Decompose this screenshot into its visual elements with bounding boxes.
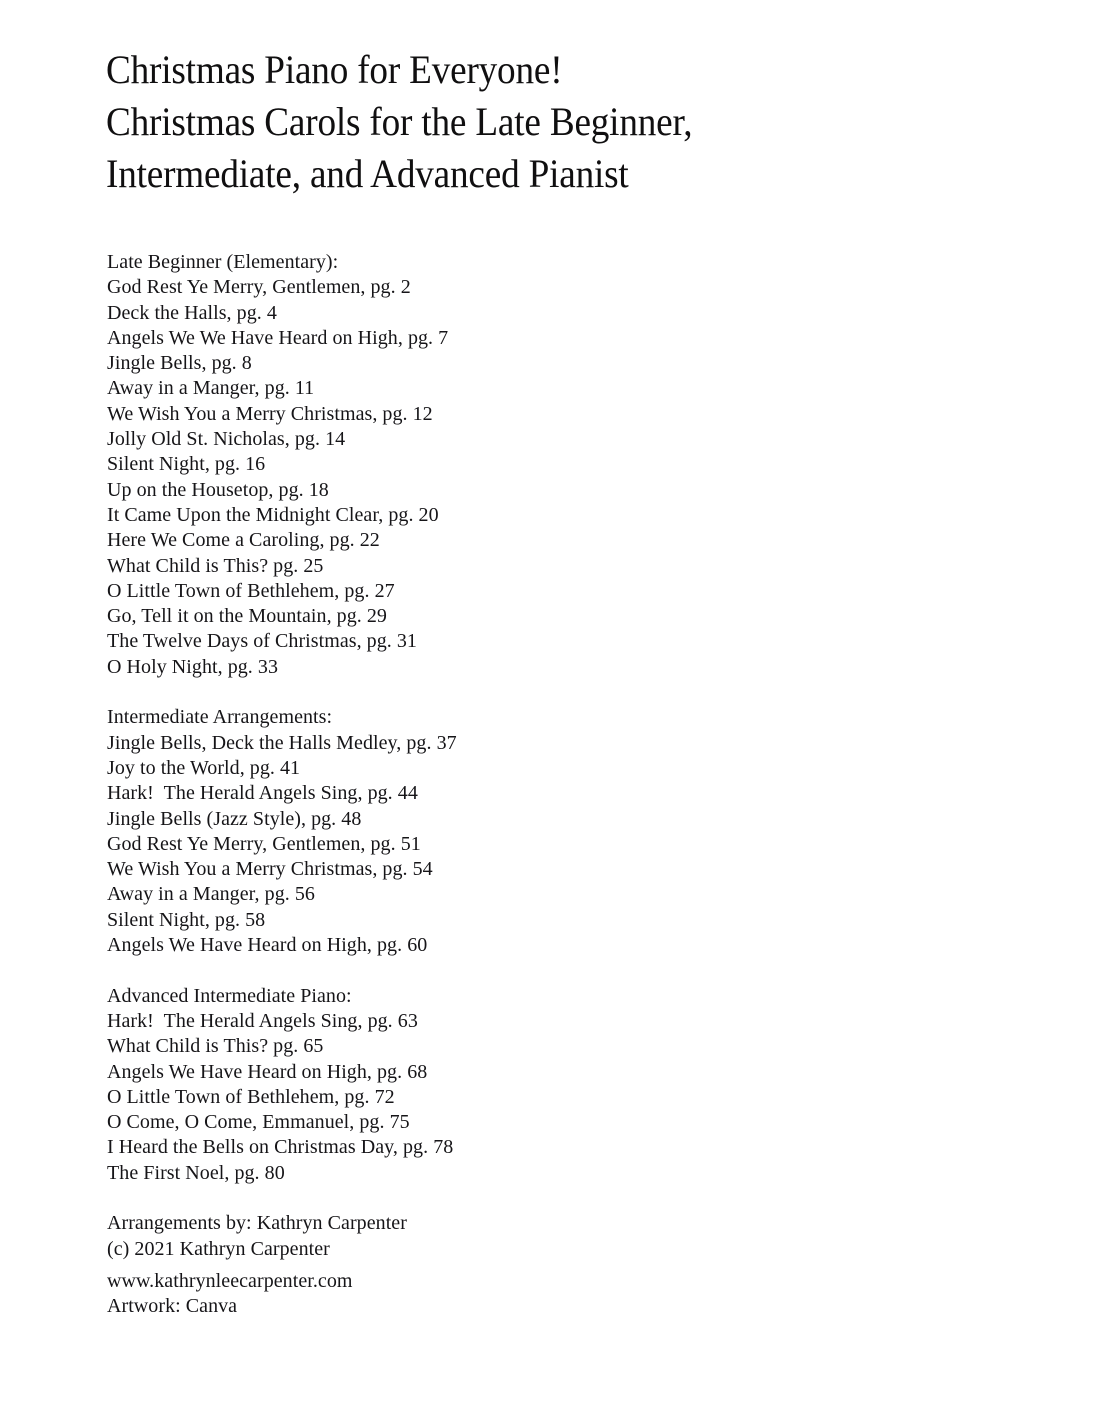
section-intermediate [107,705,987,958]
toc-entry: O Little Town of Bethlehem, pg. 72 [107,1085,395,1108]
toc-entry: It Came Upon the Midnight Clear, pg. 20 [107,503,439,526]
toc-entry: God Rest Ye Merry, Gentlemen, pg. 2 [107,276,411,299]
toc-entry: Away in a Manger, pg. 11 [107,377,315,400]
section-heading: Late Beginner (Elementary): [107,251,339,273]
toc-entry: The First Noel, pg. 80 [107,1161,285,1184]
toc-entry: Away in a Manger, pg. 56 [107,883,315,906]
section-advanced-intermediate [107,984,987,1186]
toc-entry: Here We Come a Caroling, pg. 22 [107,529,380,552]
toc-entry: Jingle Bells (Jazz Style), pg. 48 [107,807,362,830]
toc-entry: Up on the Housetop, pg. 18 [107,478,329,501]
toc-entry: God Rest Ye Merry, Gentlemen, pg. 51 [107,832,421,855]
toc-entry: Hark! The Herald Angels Sing, pg. 63 [107,1009,418,1032]
section-late-beginner [107,250,987,680]
toc-entry: Angels We We Have Heard on High, pg. 7 [107,326,449,349]
title-line-1: Christmas Piano for Everyone! [106,47,563,92]
toc-entry: I Heard the Bells on Christmas Day, pg. 78 [107,1136,454,1159]
toc-entry: Joy to the World, pg. 41 [107,756,301,779]
toc-entry: Jingle Bells, Deck the Halls Medley, pg. 37 [107,731,457,754]
toc-entry: Angels We Have Heard on High, pg. 68 [107,1060,428,1083]
document-title [106,44,966,200]
toc-entry: Deck the Halls, pg. 4 [107,301,277,324]
toc-entry: Jolly Old St. Nicholas, pg. 14 [107,428,346,451]
toc-entry: O Little Town of Bethlehem, pg. 27 [107,579,395,602]
credit-copyright: (c) 2021 Kathryn Carpenter [107,1237,330,1260]
toc-entry: Silent Night, pg. 16 [107,453,266,476]
toc-entry: Angels We Have Heard on High, pg. 60 [107,934,428,957]
section-heading: Intermediate Arrangements: [107,706,333,729]
toc-entry: We Wish You a Merry Christmas, pg. 12 [107,402,433,425]
toc-entry: What Child is This? pg. 25 [107,554,324,577]
toc-entry: Go, Tell it on the Mountain, pg. 29 [107,605,387,628]
toc-entry: Hark! The Herald Angels Sing, pg. 44 [107,782,418,805]
toc-entry: Silent Night, pg. 58 [107,908,266,931]
toc-entry: O Come, O Come, Emmanuel, pg. 75 [107,1111,410,1134]
credit-website: www.kathrynleecarpenter.com [107,1269,353,1292]
toc-entry: We Wish You a Merry Christmas, pg. 54 [107,858,433,881]
toc-entry: Jingle Bells, pg. 8 [107,352,252,375]
toc-entry: What Child is This? pg. 65 [107,1035,324,1058]
title-line-3: Intermediate, and Advanced Pianist [106,151,629,196]
credit-artwork: Artwork: Canva [107,1295,238,1318]
title-line-2: Christmas Carols for the Late Beginner, [106,99,693,144]
section-heading: Advanced Intermediate Piano: [107,984,352,1007]
toc-entry: O Holy Night, pg. 33 [107,655,278,678]
credit-arrangements-by: Arrangements by: Kathryn Carpenter [107,1212,407,1235]
table-of-contents [107,250,987,1319]
credits-block [107,1211,987,1319]
toc-entry: The Twelve Days of Christmas, pg. 31 [107,630,417,653]
